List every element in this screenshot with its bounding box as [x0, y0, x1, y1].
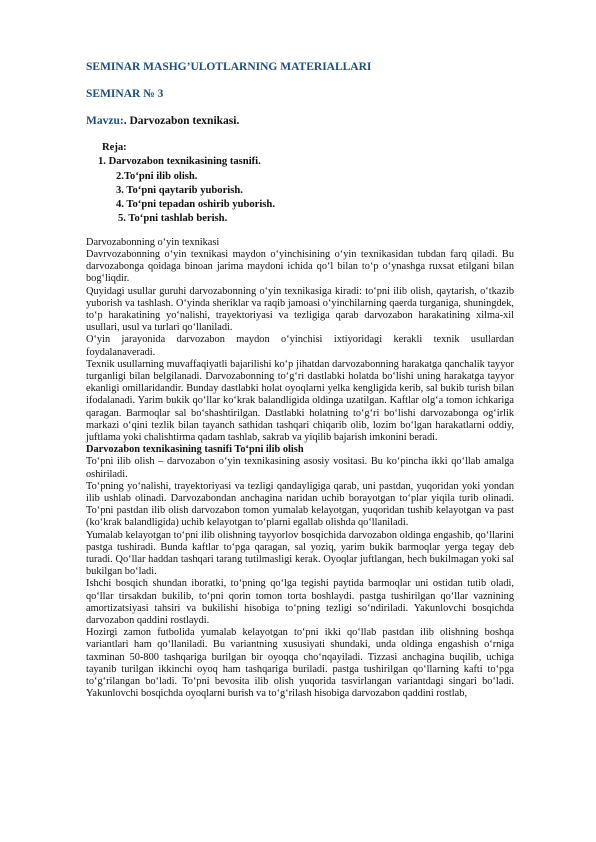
plan-item: 1. Darvozabon texnikasining tasnifi.: [98, 156, 261, 168]
paragraph: Ishchi bosqich shundan iboratki, to‘pning qo‘lga tegishi paytida barmoqlar uni ostidan tutib oladi, qo‘llar tirsakdan bukilib, to‘pni qorin tomon torta boshlaydi. pastga tushirilgan qo‘llar vaznining amortizatsiyasi tahsiri va bukilishi hisobiga to‘pning tezligi so‘ndiriladi. Yakunlovchi bosqichda darvozabon qaddini rostlaydi.: [86, 578, 514, 627]
topic-line: [86, 114, 514, 128]
paragraph: Hozirgi zamon futbolida yumalab kelayotgan to‘pni ikki qo‘llab pastdan ilib olishning boshqa variantlari ham qo‘llaniladi. Bu variantning xususiyati shundaki, unda oldinga engashish o‘rniga taxminan 50-800 tashqariga burilgan bir oyoqqa cho‘nqayiladi. Tizzasi anchagina buqilib, uchiga tayanib turilgan ikkinchi oyoq ham tashqariga buriladi. pastga tushirilgan qo‘llarning kafti to‘pga to‘g‘rilangan bo‘ladi. To‘pni bevosita ilib olish yuqorida tasvirlangan variantdagi singari bo‘ladi. Yakunlovchi bosqichda oyoqlarni burish va to‘g‘rilash hisobiga darvozabon qaddini rostlab,: [86, 627, 514, 700]
paragraph: Yumalab kelayotgan to‘pni ilib olishning tayyorlov bosqichida darvozabon oldinga engashib, qo‘llarini pastga tushiradi. Bunda kaftlar to‘pga qaragan, sal yoziq, yarim bukik barmoqlar yerga tegay deb turadi. Qo‘llar haddan tashqari tarang tutilmasligi kerak. Oyoqlar juftlangan, hech bukilmagan yoki sal bukilgan bo‘ladi.: [86, 529, 514, 578]
plan-item: 5. To‘pni tashlab berish.: [118, 213, 228, 225]
plan-title: Reja:: [102, 142, 127, 153]
paragraph: Davrvozabonning o‘yin texnikasi maydon o‘yinchisining o‘yin texnikasidan tubdan farq qiladi. Bu darvozabonga qoidaga binoan jarima maydoni ichida qo‘l bilan to‘p o‘ynashga ruxsat etilgani bilan bog‘liqdir.: [86, 248, 514, 285]
seminar-number: SEMINAR № 3: [86, 88, 164, 100]
subheading: Darvozabon texnikasining tasnifi To‘pni ilib olish: [86, 444, 304, 456]
plan-item: 2.To‘pni ilib olish.: [116, 170, 198, 182]
topic-value: . Darvozabon texnikasi.: [123, 115, 240, 127]
paragraph: To‘pni ilib olish – darvozabon o‘yin texnikasining asosiy vositasi. Bu ko‘pincha ikki qo‘llab amalga oshiriladi.: [86, 456, 514, 480]
paragraph: Quyidagi usullar guruhi darvozabonning o‘yin texnikasiga kiradi: to‘pni ilib olish, qaytarish, o‘tkazib yuborish va tashlash. O‘yinda sheriklar va raqib jamoasi o‘yinchilarning qaerda turganiga, shuningdek, to‘p harakatining yo‘nalishi, trayektoriyasi va tezligiga qarab darvozabon harakatining xilma-xil usullari, usul va turlari qo‘llaniladi.: [86, 285, 514, 334]
paragraph: To‘pning yo‘nalishi, trayektoriyasi va tezligi qandayligiga qarab, uni pastdan, yuqoridan yoki yondan ilib ushlab olinadi. Darvozabondan anchagina naridan uchib borayotgan to‘plar yiqila turib olinadi. To‘pni pastdan ilib olish darvozabon tomon yumalab kelayotgan, yuqoridan tushib kelayotgan va past (ko‘krak balandligida) uchib kelayotgan to‘plarni egallab olishda qo‘llaniladi.: [86, 480, 514, 529]
paragraph: O‘yin jarayonida darvozabon maydon o‘yinchisi ixtiyoridagi kerakli texnik usullardan foydalanaveradi.: [86, 334, 514, 358]
plan-list: [86, 141, 514, 227]
body-text: [86, 237, 514, 701]
document-page: [86, 60, 514, 701]
plan-item: 4. To‘pni tepadan oshirib yuborish.: [116, 199, 275, 211]
topic-label: Mavzu:: [86, 115, 124, 127]
section-heading: Darvozabonning o‘yin texnikasi: [86, 236, 220, 248]
plan-item: 3. To‘pni qaytarib yuborish.: [116, 184, 243, 196]
document-title: SEMINAR MASHG’ULOTLARNING MATERIALLARI: [86, 61, 372, 73]
paragraph: Texnik usullarning muvaffaqiyatli bajarilishi ko‘p jihatdan darvozabonning harakatga qanchalik tayyor turganligi bilan belgilanadi. Darvozabonning to‘g‘ri dastlabki holatda bo‘lishi uning harakatga tayyor ekanligi omillaridandir. Bunday dastlabki holat oyoqlarni yelka kengligida kerib, sal bukib turish bilan ifodalanadi. Yarim bukik qo‘llar ko‘krak balandligida oldinga uzatilgan. Kaftlar olg‘a tomon ichkariga qaragan. Barmoqlar sal bo‘shashtirilgan. Dastlabki holatning to‘g‘ri bo‘lishi darvozabonga og‘irlik markazi o‘qini tezlik bilan tayanch sathidan tashqari chiqarib olib, lozim bo‘lgan harakatlarni oddiy, juftlama yoki chalishtirma qadam tashlab, sakrab va yiqilib bajarish imkonini beradi.: [86, 358, 514, 444]
